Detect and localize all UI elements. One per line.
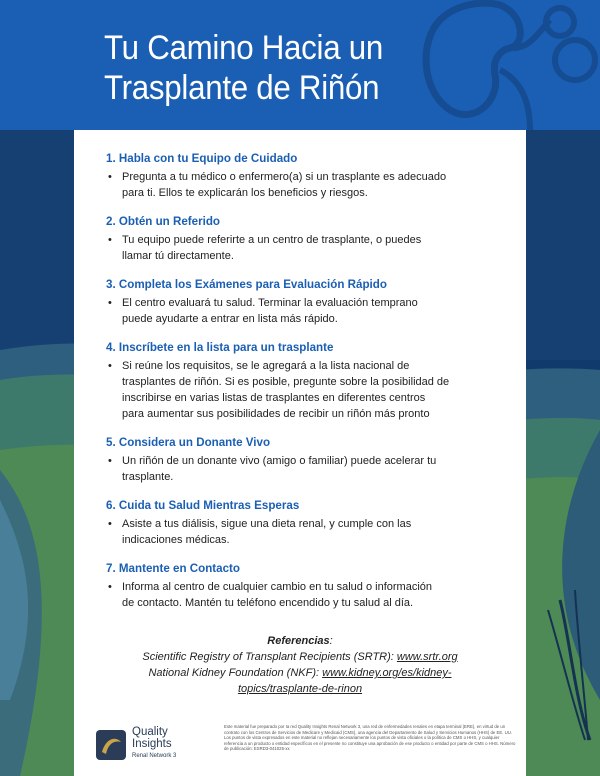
bullet-line: de contacto. Mantén tu teléfono encendido y tu salud al día. [122,597,414,609]
bullet-line: El centro evaluará tu salud. Terminar la evaluación temprano [122,297,418,309]
step-bullet [106,295,516,327]
step-4 [106,341,516,422]
srtr-text: Scientific Registry of Transplant Recipients (SRTR): [142,651,397,663]
step-bullet [106,453,516,485]
step-heading: 1. Habla con tu Equipo de Cuidado [106,152,298,165]
bullet-line: para ti. Ellos te explicarán los beneficios y riesgos. [122,187,368,199]
bullet-line: llamar tú directamente. [122,250,234,262]
bullet-icon: • [108,234,112,246]
step-bullet [106,516,516,548]
bullet-line: Tu equipo puede referirte a un centro de trasplante, o puedes [122,234,422,246]
step-7 [106,562,516,611]
step-5 [106,436,516,485]
step-2 [106,215,516,264]
disclaimer-text: Este material fue preparado por Ia red Quality Insights Renal Network 3, una red de enfermedades renales en etapa terminal (ERE), en virtud de un contrato con los Centros de Servicios de Medicare y Medicaid (CMS), una agencia del Departamento de Salud y Servicios Humanos (HHS) de EE. UU. Los puntos de vista expresados en este material no reflejan necesariamente los puntos de vista oficiales o la política de CMS o HHS, y cualquier referencia a un producto o entidad específicos en el presente no constituye una aprobación de ese producto o entidad por parte de CMS o HHS. Número de publicación: ESRD3-041025-xx [224,724,516,752]
step-1 [106,152,516,201]
step-bullet [106,579,516,611]
logo-line-1: Quality [132,726,168,738]
bullet-icon: • [108,455,112,467]
header-banner [0,0,600,130]
step-heading: 4. Inscríbete en la lista para un trasplante [106,341,334,354]
bullet-icon: • [108,518,112,530]
nkf-link-part-1[interactable]: www.kidney.org/es/kidney- [322,667,452,679]
bullet-line: inscribirse en varias listas de trasplantes en diferentes centros [122,392,426,404]
title-line-2: Trasplante de Riñón [104,69,380,107]
srtr-link[interactable]: www.srtr.org [396,651,458,663]
step-heading: 7. Mantente en Contacto [106,562,240,575]
content-card [74,130,526,776]
bullet-line: Si reúne los requisitos, se le agregará a la lista nacional de [122,360,410,372]
step-heading: 2. Obtén un Referido [106,215,221,228]
step-3 [106,278,516,327]
nkf-text: National Kidney Foundation (NKF): [148,667,323,679]
bullet-line: Un riñón de un donante vivo (amigo o familiar) puede acelerar tu [122,455,437,467]
step-6 [106,499,516,548]
bullet-line: puede ayudarte a entrar en lista más rápido. [122,313,338,325]
bullet-icon: • [108,581,112,593]
nkf-link-part-2[interactable]: topics/trasplante-de-rinon [237,683,363,695]
bullet-icon: • [108,360,112,372]
logo-line-3: Renal Network 3 [132,753,177,759]
logo-mark-icon [94,728,128,762]
bullet-line: Pregunta a tu médico o enfermero(a) si un trasplante es adecuado [122,171,447,183]
steps-list [106,152,516,625]
logo-line-2: Insights [132,738,172,750]
page-title [104,28,383,108]
step-heading: 6. Cuida tu Salud Mientras Esperas [106,499,300,512]
bullet-line: Asiste a tus diálisis, sigue una dieta renal, y cumple con las [122,518,412,530]
kidney-icon [400,0,600,130]
step-heading: 5. Considera un Donante Vivo [106,436,271,449]
bullet-line: Informa al centro de cualquier cambio en tu salud o información [122,581,433,593]
bullet-line: indicaciones médicas. [122,534,230,546]
references-section: Referencias: Scientific Registry of Transplant Recipients (SRTR): www.srtr.org National Kidney Foundation (NKF): www.kidney.org/es/kidney- topics/trasplante-de-rinon [142,635,458,695]
step-bullet [106,232,516,264]
bullet-icon: • [108,297,112,309]
quality-insights-logo [94,726,234,766]
step-bullet [106,169,516,201]
bullet-line: trasplante. [122,471,174,483]
step-heading: 3. Completa los Exámenes para Evaluación Rápido [106,278,387,291]
bullet-icon: • [108,171,112,183]
references-title: Referencias [267,635,330,647]
footer [74,718,526,776]
title-line-1: Tu Camino Hacia un [104,29,384,67]
step-bullet [106,358,516,422]
bullet-line: para aumentar sus posibilidades de recibir un riñón más pronto [122,408,430,420]
bullet-line: trasplantes de riñón. Si es posible, pregunte sobre la posibilidad de [122,376,450,388]
